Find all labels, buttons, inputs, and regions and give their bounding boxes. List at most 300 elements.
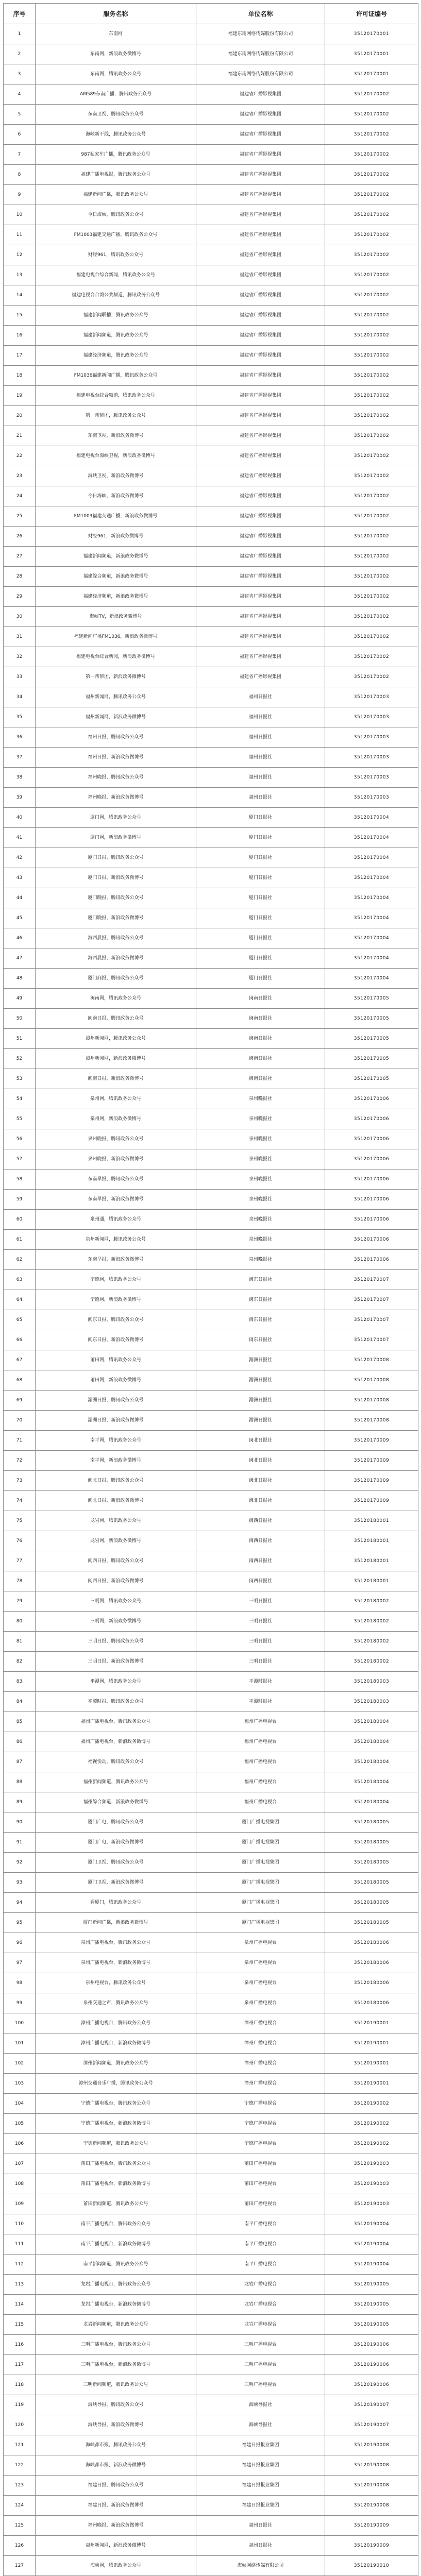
cell-service-name: 龙岩网，新浪政务微博号: [36, 1531, 196, 1551]
cell-license-number: 35120190005: [325, 2315, 418, 2335]
table-row: [4, 1230, 418, 1250]
cell-license-number: 35120180001: [325, 1511, 418, 1531]
cell-service-name: 泉州电视台，腾讯政务公众号: [36, 1973, 196, 1993]
table-row: [4, 2275, 418, 2295]
table-row: [4, 265, 418, 285]
cell-index: 71: [4, 1431, 36, 1451]
cell-license-number: 35120180006: [325, 1993, 418, 2013]
cell-index: 30: [4, 607, 36, 627]
table-row: [4, 1973, 418, 1993]
cell-organization: 漳州广播电视台: [196, 2033, 325, 2054]
table-row: [4, 2496, 418, 2516]
cell-index: 111: [4, 2234, 36, 2255]
cell-service-name: 平潭时报，腾讯政务公众号: [36, 1692, 196, 1712]
cell-service-name: 南平广播电视台，腾讯政务公众号: [36, 2214, 196, 2234]
cell-organization: 福建东南网络传媒股份有限公司: [196, 44, 325, 64]
table-row: [4, 2154, 418, 2174]
cell-service-name: 福建新闻频道，新浪政务微博号: [36, 547, 196, 567]
cell-service-name: 闽西日报，新浪政务微博号: [36, 1571, 196, 1591]
cell-license-number: 35120170006: [325, 1129, 418, 1149]
cell-index: 80: [4, 1612, 36, 1632]
cell-index: 91: [4, 1833, 36, 1853]
table-row: [4, 1913, 418, 1933]
table-row: [4, 1049, 418, 1069]
cell-license-number: 35120180004: [325, 1732, 418, 1752]
cell-organization: 厦门广播电视集团: [196, 1853, 325, 1873]
table-row: [4, 1069, 418, 1089]
cell-organization: 厦门广播电视集团: [196, 1812, 325, 1833]
cell-service-name: 厦门广电，新浪政务微博号: [36, 1833, 196, 1853]
cell-organization: 平潭时报社: [196, 1692, 325, 1712]
cell-organization: 海峡导报社: [196, 2415, 325, 2435]
cell-index: 27: [4, 547, 36, 567]
table-row: [4, 145, 418, 165]
cell-license-number: 35120180002: [325, 1612, 418, 1632]
cell-organization: 闽东日报社: [196, 1310, 325, 1330]
cell-index: 38: [4, 768, 36, 788]
cell-license-number: 35120180003: [325, 1672, 418, 1692]
cell-service-name: 东南早报，新浪政务微博号: [36, 1250, 196, 1270]
cell-organization: 莆田广播电视台: [196, 2194, 325, 2214]
cell-service-name: 泉州广播电视台，腾讯政务公众号: [36, 1933, 196, 1953]
cell-index: 83: [4, 1672, 36, 1692]
cell-license-number: 35120180004: [325, 1712, 418, 1732]
header-license-number: 许可证编号: [325, 4, 418, 24]
cell-organization: 莆田广播电视台: [196, 2174, 325, 2194]
cell-organization: 龙岩广播电视台: [196, 2275, 325, 2295]
cell-index: 86: [4, 1732, 36, 1752]
cell-service-name: 福建新闻广播FM1036，新浪政务微博号: [36, 627, 196, 647]
cell-index: 127: [4, 2556, 36, 2576]
table-row: [4, 2255, 418, 2275]
cell-license-number: 35120190009: [325, 2536, 418, 2556]
cell-service-name: 龙岩广播电视台，腾讯政务公众号: [36, 2275, 196, 2295]
cell-organization: 厦门日报社: [196, 808, 325, 828]
cell-service-name: 宁德广播电视台，新浪政务微博号: [36, 2114, 196, 2134]
cell-service-name: 龙岩广播电视台，新浪政务微博号: [36, 2295, 196, 2315]
cell-index: 35: [4, 707, 36, 727]
cell-organization: 厦门日报社: [196, 868, 325, 888]
cell-license-number: 35120170003: [325, 727, 418, 748]
cell-index: 96: [4, 1933, 36, 1953]
table-row: [4, 1310, 418, 1330]
cell-service-name: 厦门晚报，新浪政务微博号: [36, 908, 196, 928]
cell-organization: 湄洲日报社: [196, 1350, 325, 1370]
cell-service-name: 福建综合频道，新浪政务微博号: [36, 567, 196, 587]
table-row: [4, 2295, 418, 2315]
cell-index: 15: [4, 306, 36, 326]
cell-license-number: 35120190004: [325, 2255, 418, 2275]
table-row: [4, 1993, 418, 2013]
cell-service-name: AM589东南广播，腾讯政务公众号: [36, 84, 196, 105]
cell-index: 89: [4, 1792, 36, 1812]
cell-service-name: 海峡都市报，新浪政务微博号: [36, 2455, 196, 2476]
cell-organization: 福建省广播影视集团: [196, 607, 325, 627]
table-row: [4, 727, 418, 748]
cell-license-number: 35120170006: [325, 1190, 418, 1210]
cell-service-name: 厦门日报，新浪政务微博号: [36, 868, 196, 888]
cell-organization: 福州日报社: [196, 788, 325, 808]
table-row: [4, 426, 418, 446]
cell-license-number: 35120190010: [325, 2556, 418, 2576]
cell-service-name: 宁德广播电视台，腾讯政务公众号: [36, 2094, 196, 2114]
cell-service-name: 福建经济频道，腾讯政务公众号: [36, 346, 196, 366]
table-row: [4, 1652, 418, 1672]
cell-organization: 福建省广播影视集团: [196, 105, 325, 125]
cell-license-number: 35120190008: [325, 2455, 418, 2476]
table-row: [4, 1009, 418, 1029]
cell-license-number: 35120170004: [325, 928, 418, 948]
cell-license-number: 35120180004: [325, 1772, 418, 1792]
header-service-name: 服务名称: [36, 4, 196, 24]
table-row: [4, 1431, 418, 1451]
cell-index: 20: [4, 406, 36, 426]
cell-license-number: 35120170004: [325, 848, 418, 868]
table-row: [4, 2516, 418, 2536]
cell-index: 90: [4, 1812, 36, 1833]
cell-service-name: 南平网，腾讯政务公众号: [36, 1431, 196, 1451]
cell-license-number: 35120180004: [325, 1792, 418, 1812]
table-row: [4, 1330, 418, 1350]
cell-organization: 闽南日报社: [196, 1009, 325, 1029]
cell-organization: 福建省广播影视集团: [196, 125, 325, 145]
cell-license-number: 35120190009: [325, 2516, 418, 2536]
cell-index: 56: [4, 1129, 36, 1149]
cell-organization: 海峡导报社: [196, 2395, 325, 2415]
cell-service-name: 东南网: [36, 24, 196, 44]
cell-index: 3: [4, 64, 36, 84]
table-row: [4, 1391, 418, 1411]
cell-organization: 泉州广播电视台: [196, 1973, 325, 1993]
cell-license-number: 35120180004: [325, 1752, 418, 1772]
table-row: [4, 868, 418, 888]
cell-index: 57: [4, 1149, 36, 1170]
cell-service-name: 厦门网，腾讯政务公众号: [36, 808, 196, 828]
cell-service-name: 闽南日报，腾讯政务公众号: [36, 1009, 196, 1029]
cell-license-number: 35120170002: [325, 667, 418, 687]
cell-license-number: 35120170006: [325, 1210, 418, 1230]
cell-index: 74: [4, 1491, 36, 1511]
cell-service-name: 三明网，新浪政务微博号: [36, 1612, 196, 1632]
table-row: [4, 486, 418, 506]
cell-index: 123: [4, 2476, 36, 2496]
table-row: [4, 2074, 418, 2094]
cell-organization: 龙岩广播电视台: [196, 2295, 325, 2315]
cell-index: 28: [4, 567, 36, 587]
cell-organization: 福州日报社: [196, 768, 325, 788]
cell-service-name: 厦门卫视，新浪政务微博号: [36, 1873, 196, 1893]
cell-license-number: 35120170002: [325, 205, 418, 225]
cell-license-number: 35120170002: [325, 326, 418, 346]
cell-license-number: 35120180005: [325, 1913, 418, 1933]
cell-license-number: 35120170007: [325, 1310, 418, 1330]
cell-index: 112: [4, 2255, 36, 2275]
cell-license-number: 35120170004: [325, 868, 418, 888]
cell-index: 109: [4, 2194, 36, 2214]
cell-service-name: 福州广播电视台，新浪政务微博号: [36, 1732, 196, 1752]
cell-service-name: 福建日报，新浪政务微博号: [36, 2496, 196, 2516]
table-row: [4, 285, 418, 306]
table-row: [4, 1772, 418, 1792]
cell-service-name: 闽西日报，腾讯政务公众号: [36, 1551, 196, 1571]
table-row: [4, 1511, 418, 1531]
cell-service-name: 福建广播电视报，腾讯政务公众号: [36, 165, 196, 185]
table-row: [4, 2455, 418, 2476]
cell-organization: 福建省广播影视集团: [196, 326, 325, 346]
cell-index: 13: [4, 265, 36, 285]
cell-organization: 福州日报社: [196, 687, 325, 707]
cell-license-number: 35120170008: [325, 1411, 418, 1431]
cell-index: 45: [4, 908, 36, 928]
cell-license-number: 35120190002: [325, 2094, 418, 2114]
cell-service-name: 东南网，腾讯政务公众号: [36, 64, 196, 84]
cell-license-number: 35120190001: [325, 2074, 418, 2094]
cell-organization: 闽南日报社: [196, 1029, 325, 1049]
cell-service-name: 海峡TV，新浪政务微博号: [36, 607, 196, 627]
cell-service-name: 三明网，腾讯政务公众号: [36, 1591, 196, 1612]
cell-service-name: 东南卫视，新浪政务微博号: [36, 426, 196, 446]
cell-service-name: 财经961，新浪政务微博号: [36, 527, 196, 547]
cell-organization: 龙岩广播电视台: [196, 2315, 325, 2335]
table-row: [4, 1029, 418, 1049]
cell-index: 2: [4, 44, 36, 64]
cell-license-number: 35120180001: [325, 1571, 418, 1591]
cell-service-name: 福州综合频道，新浪政务微博号: [36, 1792, 196, 1812]
table-row: [4, 607, 418, 627]
cell-service-name: 三明广播电视台，腾讯政务公众号: [36, 2335, 196, 2355]
cell-index: 37: [4, 748, 36, 768]
cell-index: 48: [4, 969, 36, 989]
cell-index: 101: [4, 2033, 36, 2054]
cell-service-name: 闽南网，腾讯政务公众号: [36, 989, 196, 1009]
cell-index: 119: [4, 2395, 36, 2415]
cell-index: 34: [4, 687, 36, 707]
cell-index: 121: [4, 2435, 36, 2455]
cell-license-number: 35120170008: [325, 1370, 418, 1391]
cell-service-name: 厦门日报，腾讯政务公众号: [36, 848, 196, 868]
table-row: [4, 1250, 418, 1270]
cell-index: 95: [4, 1913, 36, 1933]
table-row: [4, 1591, 418, 1612]
table-row: [4, 1149, 418, 1170]
cell-service-name: 看厦门，腾讯政务公众号: [36, 1893, 196, 1913]
cell-index: 19: [4, 386, 36, 406]
cell-index: 115: [4, 2315, 36, 2335]
table-row: [4, 245, 418, 265]
cell-service-name: 海峡新干线，腾讯政务公众号: [36, 125, 196, 145]
cell-index: 76: [4, 1531, 36, 1551]
cell-index: 75: [4, 1511, 36, 1531]
cell-license-number: 35120180001: [325, 1551, 418, 1571]
cell-organization: 福建省广播影视集团: [196, 245, 325, 265]
cell-license-number: 35120170002: [325, 446, 418, 466]
cell-license-number: 35120170002: [325, 265, 418, 285]
cell-service-name: 莆田网，新浪政务微博号: [36, 1370, 196, 1391]
table-row: [4, 2174, 418, 2194]
cell-service-name: 湄洲日报，新浪政务微博号: [36, 1411, 196, 1431]
table-row: [4, 989, 418, 1009]
cell-organization: 闽西日报社: [196, 1551, 325, 1571]
cell-license-number: 35120170003: [325, 768, 418, 788]
cell-license-number: 35120180005: [325, 1873, 418, 1893]
cell-organization: 福建东南网络传媒股份有限公司: [196, 24, 325, 44]
table-row: [4, 1792, 418, 1812]
cell-license-number: 35120170001: [325, 64, 418, 84]
cell-license-number: 35120170002: [325, 145, 418, 165]
cell-organization: 闽南日报社: [196, 989, 325, 1009]
cell-organization: 漳州广播电视台: [196, 2013, 325, 2033]
cell-service-name: 福建电视台台湾公共频道，腾讯政务公众号: [36, 285, 196, 306]
cell-service-name: 厦门商报，腾讯政务公众号: [36, 969, 196, 989]
cell-index: 33: [4, 667, 36, 687]
cell-organization: 泉州晚报社: [196, 1190, 325, 1210]
cell-service-name: 龙岩新闻频道，腾讯政务公众号: [36, 2315, 196, 2335]
cell-index: 98: [4, 1973, 36, 1993]
cell-organization: 福州日报社: [196, 2536, 325, 2556]
cell-service-name: 泉州晚报，新浪政务微博号: [36, 1149, 196, 1170]
cell-service-name: FM1003福建交通广播，腾讯政务公众号: [36, 225, 196, 245]
cell-index: 99: [4, 1993, 36, 2013]
cell-license-number: 35120170002: [325, 306, 418, 326]
cell-organization: 湄洲日报社: [196, 1391, 325, 1411]
table-row: [4, 627, 418, 647]
cell-index: 23: [4, 466, 36, 486]
table-row: [4, 1551, 418, 1571]
table-row: [4, 125, 418, 145]
cell-license-number: 35120180006: [325, 1953, 418, 1973]
cell-service-name: 福建电视台综合新闻，新浪政务微博号: [36, 647, 196, 667]
cell-organization: 厦门日报社: [196, 848, 325, 868]
cell-license-number: 35120170006: [325, 1149, 418, 1170]
cell-service-name: 福建电视台海峡卫视，新浪政务微博号: [36, 446, 196, 466]
cell-index: 122: [4, 2455, 36, 2476]
table-row: [4, 948, 418, 969]
cell-license-number: 35120170002: [325, 506, 418, 527]
cell-index: 5: [4, 105, 36, 125]
table-row: [4, 828, 418, 848]
cell-license-number: 35120170002: [325, 225, 418, 245]
cell-license-number: 35120170007: [325, 1290, 418, 1310]
cell-service-name: 厦门网，新浪政务微博号: [36, 828, 196, 848]
cell-organization: 南平广播电视台: [196, 2255, 325, 2275]
cell-index: 49: [4, 989, 36, 1009]
cell-service-name: 海峡导报，新浪政务微博号: [36, 2415, 196, 2435]
cell-organization: 平潭时报社: [196, 1672, 325, 1692]
cell-index: 118: [4, 2375, 36, 2395]
cell-organization: 闽南日报社: [196, 1049, 325, 1069]
cell-organization: 福建省广播影视集团: [196, 265, 325, 285]
cell-index: 113: [4, 2275, 36, 2295]
cell-license-number: 35120170003: [325, 687, 418, 707]
table-row: [4, 1953, 418, 1973]
cell-license-number: 35120170002: [325, 647, 418, 667]
cell-organization: 三明广播电视台: [196, 2335, 325, 2355]
cell-service-name: 福州广播电视台，腾讯政务公众号: [36, 1712, 196, 1732]
cell-organization: 海峡网络传媒有限公司: [196, 2556, 325, 2576]
table-row: [4, 326, 418, 346]
cell-organization: 福建省广播影视集团: [196, 527, 325, 547]
table-row: [4, 928, 418, 948]
cell-index: 36: [4, 727, 36, 748]
cell-organization: 厦门日报社: [196, 908, 325, 928]
table-row: [4, 2476, 418, 2496]
cell-index: 120: [4, 2415, 36, 2435]
cell-service-name: 漳州新闻网，新浪政务微博号: [36, 1049, 196, 1069]
cell-organization: 闽北日报社: [196, 1471, 325, 1491]
cell-index: 8: [4, 165, 36, 185]
cell-organization: 漳州广播电视台: [196, 2054, 325, 2074]
table-row: [4, 567, 418, 587]
cell-service-name: 莆田网，腾讯政务公众号: [36, 1350, 196, 1370]
table-row: [4, 346, 418, 366]
cell-service-name: 南平广播电视台，新浪政务微博号: [36, 2234, 196, 2255]
cell-organization: 福建日报报业集团: [196, 2435, 325, 2455]
cell-index: 4: [4, 84, 36, 105]
cell-service-name: 龙岩网，腾讯政务公众号: [36, 1511, 196, 1531]
table-row: [4, 1893, 418, 1913]
cell-organization: 福州广播电视台: [196, 1752, 325, 1772]
cell-index: 40: [4, 808, 36, 828]
table-row: [4, 2395, 418, 2415]
table-row: [4, 788, 418, 808]
cell-organization: 三明日报社: [196, 1612, 325, 1632]
cell-index: 25: [4, 506, 36, 527]
cell-index: 42: [4, 848, 36, 868]
cell-service-name: 东南网，新浪政务微博号: [36, 44, 196, 64]
cell-index: 60: [4, 1210, 36, 1230]
cell-index: 24: [4, 486, 36, 506]
table-row: [4, 466, 418, 486]
cell-index: 22: [4, 446, 36, 466]
table-row: [4, 1210, 418, 1230]
cell-license-number: 35120170002: [325, 466, 418, 486]
table-row: [4, 185, 418, 205]
cell-index: 63: [4, 1270, 36, 1290]
table-row: [4, 406, 418, 426]
table-row: [4, 1571, 418, 1591]
table-row: [4, 908, 418, 928]
cell-organization: 厦门广播电视集团: [196, 1833, 325, 1853]
cell-organization: 福州广播电视台: [196, 1732, 325, 1752]
table-row: [4, 2536, 418, 2556]
cell-organization: 三明广播电视台: [196, 2375, 325, 2395]
cell-index: 106: [4, 2134, 36, 2154]
cell-organization: 泉州晚报社: [196, 1170, 325, 1190]
cell-license-number: 35120170003: [325, 748, 418, 768]
cell-service-name: 泉州交通之声，腾讯政务公众号: [36, 1993, 196, 2013]
cell-license-number: 35120190006: [325, 2355, 418, 2375]
cell-license-number: 35120180005: [325, 1853, 418, 1873]
cell-service-name: 海峡导报，腾讯政务公众号: [36, 2395, 196, 2415]
cell-service-name: 漳州新闻频道，腾讯政务公众号: [36, 2054, 196, 2074]
cell-license-number: 35120190006: [325, 2335, 418, 2355]
table-row: [4, 1451, 418, 1471]
cell-license-number: 35120190007: [325, 2395, 418, 2415]
cell-organization: 福建省广播影视集团: [196, 225, 325, 245]
cell-organization: 南平广播电视台: [196, 2234, 325, 2255]
cell-license-number: 35120180002: [325, 1632, 418, 1652]
cell-service-name: 泉州通，腾讯政务公众号: [36, 1210, 196, 1230]
cell-license-number: 35120170001: [325, 44, 418, 64]
cell-organization: 泉州广播电视台: [196, 1993, 325, 2013]
cell-organization: 福建省广播影视集团: [196, 386, 325, 406]
cell-license-number: 35120170009: [325, 1451, 418, 1471]
cell-organization: 厦门广播电视集团: [196, 1893, 325, 1913]
cell-index: 88: [4, 1772, 36, 1792]
cell-organization: 漳州广播电视台: [196, 2074, 325, 2094]
cell-service-name: 福州晚报，新浪政务微博号: [36, 2516, 196, 2536]
cell-organization: 泉州晚报社: [196, 1149, 325, 1170]
